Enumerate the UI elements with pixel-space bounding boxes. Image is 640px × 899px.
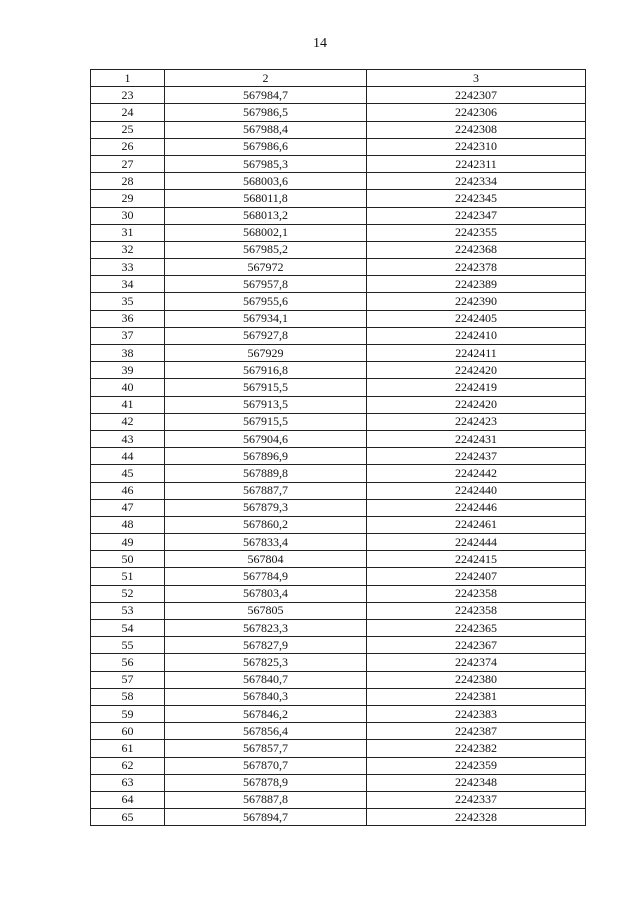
x-coordinate-cell: 567984,7 (165, 87, 367, 104)
x-coordinate-cell: 567985,2 (165, 241, 367, 258)
x-coordinate-cell: 567929 (165, 345, 367, 362)
table-row (91, 345, 586, 362)
point-number-cell: 58 (91, 688, 165, 705)
x-coordinate-cell: 567804 (165, 551, 367, 568)
table-row (91, 207, 586, 224)
y-coordinate-cell: 2242407 (367, 568, 586, 585)
table-row (91, 637, 586, 654)
x-coordinate-cell: 567985,3 (165, 155, 367, 172)
y-coordinate-cell: 2242411 (367, 345, 586, 362)
x-coordinate-cell: 568011,8 (165, 190, 367, 207)
x-coordinate-cell: 567840,3 (165, 688, 367, 705)
y-coordinate-cell: 2242367 (367, 637, 586, 654)
point-number-cell: 41 (91, 396, 165, 413)
point-number-cell: 65 (91, 809, 165, 826)
x-coordinate-cell: 567896,9 (165, 448, 367, 465)
table-row (91, 740, 586, 757)
y-coordinate-cell: 2242348 (367, 774, 586, 791)
point-number-cell: 30 (91, 207, 165, 224)
y-coordinate-cell: 2242410 (367, 327, 586, 344)
table-row (91, 757, 586, 774)
y-coordinate-cell: 2242380 (367, 671, 586, 688)
x-coordinate-cell: 568013,2 (165, 207, 367, 224)
point-number-cell: 59 (91, 705, 165, 722)
table-row (91, 138, 586, 155)
table-row (91, 224, 586, 241)
point-number-cell: 60 (91, 723, 165, 740)
table-row (91, 568, 586, 585)
x-coordinate-cell: 567915,5 (165, 379, 367, 396)
y-coordinate-cell: 2242358 (367, 585, 586, 602)
y-coordinate-cell: 2242390 (367, 293, 586, 310)
x-coordinate-cell: 567825,3 (165, 654, 367, 671)
point-number-cell: 23 (91, 87, 165, 104)
table-row (91, 173, 586, 190)
y-coordinate-cell: 2242307 (367, 87, 586, 104)
table-row (91, 396, 586, 413)
point-number-cell: 35 (91, 293, 165, 310)
y-coordinate-cell: 2242444 (367, 534, 586, 551)
point-number-cell: 53 (91, 602, 165, 619)
y-coordinate-cell: 2242431 (367, 430, 586, 447)
x-coordinate-cell: 567846,2 (165, 705, 367, 722)
x-coordinate-cell: 567823,3 (165, 620, 367, 637)
table-row (91, 499, 586, 516)
column-header-3: 3 (367, 70, 586, 87)
x-coordinate-cell: 567972 (165, 259, 367, 276)
y-coordinate-cell: 2242419 (367, 379, 586, 396)
table-row (91, 654, 586, 671)
y-coordinate-cell: 2242311 (367, 155, 586, 172)
point-number-cell: 48 (91, 516, 165, 533)
y-coordinate-cell: 2242347 (367, 207, 586, 224)
table-row (91, 104, 586, 121)
x-coordinate-cell: 567870,7 (165, 757, 367, 774)
x-coordinate-cell: 567916,8 (165, 362, 367, 379)
point-number-cell: 46 (91, 482, 165, 499)
y-coordinate-cell: 2242382 (367, 740, 586, 757)
table-row (91, 155, 586, 172)
table-row (91, 723, 586, 740)
point-number-cell: 47 (91, 499, 165, 516)
x-coordinate-cell: 567833,4 (165, 534, 367, 551)
y-coordinate-cell: 2242383 (367, 705, 586, 722)
y-coordinate-cell: 2242461 (367, 516, 586, 533)
table-row (91, 585, 586, 602)
x-coordinate-cell: 567986,5 (165, 104, 367, 121)
x-coordinate-cell: 567894,7 (165, 809, 367, 826)
y-coordinate-cell: 2242337 (367, 791, 586, 808)
page-number: 14 (313, 36, 327, 51)
table-body (91, 87, 586, 826)
x-coordinate-cell: 567957,8 (165, 276, 367, 293)
x-coordinate-cell: 567827,9 (165, 637, 367, 654)
x-coordinate-cell: 567986,6 (165, 138, 367, 155)
point-number-cell: 43 (91, 430, 165, 447)
x-coordinate-cell: 567860,2 (165, 516, 367, 533)
y-coordinate-cell: 2242368 (367, 241, 586, 258)
column-header-1: 1 (91, 70, 165, 87)
x-coordinate-cell: 567955,6 (165, 293, 367, 310)
x-coordinate-cell: 567887,8 (165, 791, 367, 808)
coordinates-table (90, 69, 586, 826)
x-coordinate-cell: 567857,7 (165, 740, 367, 757)
y-coordinate-cell: 2242378 (367, 259, 586, 276)
point-number-cell: 39 (91, 362, 165, 379)
table-row (91, 87, 586, 104)
point-number-cell: 63 (91, 774, 165, 791)
y-coordinate-cell: 2242308 (367, 121, 586, 138)
x-coordinate-cell: 567988,4 (165, 121, 367, 138)
x-coordinate-cell: 567927,8 (165, 327, 367, 344)
x-coordinate-cell: 568003,6 (165, 173, 367, 190)
y-coordinate-cell: 2242381 (367, 688, 586, 705)
table-row (91, 774, 586, 791)
point-number-cell: 25 (91, 121, 165, 138)
table-row (91, 671, 586, 688)
x-coordinate-cell: 567879,3 (165, 499, 367, 516)
table-row (91, 310, 586, 327)
table-row (91, 688, 586, 705)
point-number-cell: 57 (91, 671, 165, 688)
table-row (91, 705, 586, 722)
table-row (91, 809, 586, 826)
table-row (91, 534, 586, 551)
table-row (91, 241, 586, 258)
point-number-cell: 42 (91, 413, 165, 430)
table-row (91, 413, 586, 430)
table-row (91, 362, 586, 379)
point-number-cell: 50 (91, 551, 165, 568)
point-number-cell: 31 (91, 224, 165, 241)
y-coordinate-cell: 2242442 (367, 465, 586, 482)
table-row (91, 379, 586, 396)
point-number-cell: 28 (91, 173, 165, 190)
y-coordinate-cell: 2242420 (367, 396, 586, 413)
table-row (91, 327, 586, 344)
y-coordinate-cell: 2242423 (367, 413, 586, 430)
point-number-cell: 40 (91, 379, 165, 396)
column-header-2: 2 (165, 70, 367, 87)
table-row (91, 430, 586, 447)
x-coordinate-cell: 567934,1 (165, 310, 367, 327)
point-number-cell: 56 (91, 654, 165, 671)
x-coordinate-cell: 567803,4 (165, 585, 367, 602)
x-coordinate-cell: 567904,6 (165, 430, 367, 447)
point-number-cell: 32 (91, 241, 165, 258)
x-coordinate-cell: 567840,7 (165, 671, 367, 688)
table-row (91, 293, 586, 310)
y-coordinate-cell: 2242359 (367, 757, 586, 774)
point-number-cell: 62 (91, 757, 165, 774)
y-coordinate-cell: 2242345 (367, 190, 586, 207)
table-row (91, 448, 586, 465)
point-number-cell: 49 (91, 534, 165, 551)
table-row (91, 465, 586, 482)
point-number-cell: 26 (91, 138, 165, 155)
table-row (91, 121, 586, 138)
y-coordinate-cell: 2242446 (367, 499, 586, 516)
y-coordinate-cell: 2242405 (367, 310, 586, 327)
table-row (91, 516, 586, 533)
point-number-cell: 37 (91, 327, 165, 344)
y-coordinate-cell: 2242389 (367, 276, 586, 293)
y-coordinate-cell: 2242440 (367, 482, 586, 499)
point-number-cell: 38 (91, 345, 165, 362)
x-coordinate-cell: 567856,4 (165, 723, 367, 740)
point-number-cell: 45 (91, 465, 165, 482)
point-number-cell: 55 (91, 637, 165, 654)
x-coordinate-cell: 567913,5 (165, 396, 367, 413)
table-row (91, 482, 586, 499)
table-row (91, 620, 586, 637)
x-coordinate-cell: 567887,7 (165, 482, 367, 499)
y-coordinate-cell: 2242420 (367, 362, 586, 379)
table-header-row (91, 70, 586, 87)
y-coordinate-cell: 2242334 (367, 173, 586, 190)
y-coordinate-cell: 2242310 (367, 138, 586, 155)
point-number-cell: 52 (91, 585, 165, 602)
y-coordinate-cell: 2242374 (367, 654, 586, 671)
x-coordinate-cell: 567784,9 (165, 568, 367, 585)
table-row (91, 259, 586, 276)
point-number-cell: 44 (91, 448, 165, 465)
point-number-cell: 51 (91, 568, 165, 585)
y-coordinate-cell: 2242355 (367, 224, 586, 241)
x-coordinate-cell: 567915,5 (165, 413, 367, 430)
y-coordinate-cell: 2242358 (367, 602, 586, 619)
y-coordinate-cell: 2242306 (367, 104, 586, 121)
x-coordinate-cell: 567889,8 (165, 465, 367, 482)
point-number-cell: 33 (91, 259, 165, 276)
y-coordinate-cell: 2242437 (367, 448, 586, 465)
point-number-cell: 54 (91, 620, 165, 637)
y-coordinate-cell: 2242365 (367, 620, 586, 637)
x-coordinate-cell: 567878,9 (165, 774, 367, 791)
point-number-cell: 64 (91, 791, 165, 808)
y-coordinate-cell: 2242415 (367, 551, 586, 568)
table-row (91, 276, 586, 293)
table-row (91, 602, 586, 619)
y-coordinate-cell: 2242328 (367, 809, 586, 826)
point-number-cell: 24 (91, 104, 165, 121)
y-coordinate-cell: 2242387 (367, 723, 586, 740)
point-number-cell: 27 (91, 155, 165, 172)
point-number-cell: 36 (91, 310, 165, 327)
point-number-cell: 34 (91, 276, 165, 293)
x-coordinate-cell: 568002,1 (165, 224, 367, 241)
table-row (91, 551, 586, 568)
x-coordinate-cell: 567805 (165, 602, 367, 619)
table-row (91, 190, 586, 207)
table-row (91, 791, 586, 808)
point-number-cell: 61 (91, 740, 165, 757)
point-number-cell: 29 (91, 190, 165, 207)
